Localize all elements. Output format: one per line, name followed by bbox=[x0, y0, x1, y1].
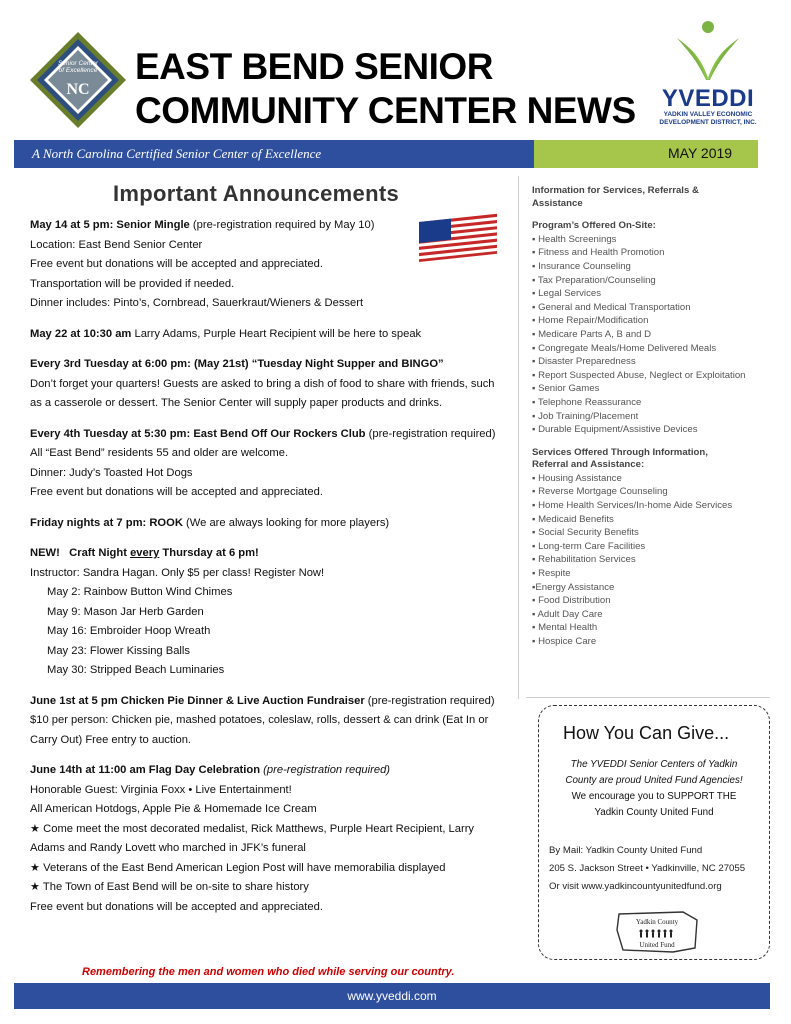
give-mail-2: 205 S. Jackson Street • Yadkinville, NC 27055 bbox=[549, 863, 746, 874]
event-mingle-bold: May 14 at 5 pm: Senior Mingle bbox=[30, 219, 190, 231]
onsite-heading: Program’s Offered On-Site: bbox=[532, 220, 656, 232]
list-item: ▪ Congregate Meals/Home Delivered Meals bbox=[532, 342, 717, 354]
info-heading-1: Information for Services, Referrals & bbox=[532, 185, 699, 196]
fund-logo-text-1: Yadkin County bbox=[635, 918, 679, 926]
banner-tagline: A North Carolina Certified Senior Center of Excellence bbox=[32, 146, 322, 161]
svg-text:NC: NC bbox=[66, 81, 90, 98]
list-item: ▪ Respite bbox=[532, 568, 571, 580]
event-line: Honorable Guest: Virginia Foxx • Live Entertainment! bbox=[30, 783, 292, 796]
craft-title-a: NEW! Craft Night bbox=[30, 547, 131, 559]
yveddi-logo bbox=[648, 20, 768, 135]
event-line: All “East Bend” residents 55 and older are welcome. bbox=[30, 447, 289, 459]
announcements-list bbox=[30, 216, 520, 917]
yveddi-sub-2: DEVELOPMENT DISTRICT, INC. bbox=[659, 119, 757, 126]
list-item: ▪ Health Screenings bbox=[532, 233, 617, 245]
craft-item: May 9: Mason Jar Herb Garden bbox=[47, 605, 204, 618]
list-item: ▪ Tax Preparation/Counseling bbox=[532, 274, 656, 286]
event-flagday-note: (pre-registration required) bbox=[260, 764, 391, 776]
event-line: ★ Veterans of the East Bend American Legion Post will have memorabilia displayed bbox=[30, 861, 446, 874]
event-bingo-bold: Every 3rd Tuesday at 6:00 pm: (May 21st) “Tuesday Night Supper and BINGO” bbox=[30, 358, 444, 370]
list-item: ▪ Telephone Reassurance bbox=[532, 396, 642, 408]
services-panel bbox=[532, 185, 757, 649]
event-line: ★ Come meet the most decorated medalist, Rick Matthews, Purple Heart Recipient, Larry bbox=[30, 822, 475, 835]
list-item: ▪ Senior Games bbox=[532, 383, 600, 395]
column-divider bbox=[518, 176, 519, 699]
list-item: ▪ Insurance Counseling bbox=[532, 260, 631, 272]
list-item: ▪ Social Security Benefits bbox=[532, 527, 639, 539]
list-item: ▪ Durable Equipment/Assistive Devices bbox=[532, 424, 698, 436]
united-fund-logo bbox=[613, 908, 703, 956]
list-item: ▪ Adult Day Care bbox=[532, 608, 603, 620]
give-intro bbox=[548, 757, 760, 788]
event-line: Don’t forget your quarters! Guests are asked to bring a dish of food to share with friends, such bbox=[30, 377, 495, 390]
event-rook bbox=[30, 514, 520, 534]
give-title: How You Can Give... bbox=[563, 723, 730, 743]
yveddi-sub-1: YADKIN VALLEY ECONOMIC bbox=[663, 111, 753, 118]
through-heading-2: Referral and Assistance: bbox=[532, 459, 645, 471]
event-bingo-title bbox=[30, 355, 520, 375]
event-rockers-title bbox=[30, 425, 520, 445]
event-line: Adams and Randy Lovett who marched in JFK’s funeral bbox=[30, 842, 306, 854]
give-mail-1: By Mail: Yadkin County United Fund bbox=[549, 845, 703, 856]
title-line-1: EAST BEND SENIOR bbox=[135, 46, 493, 87]
event-craft-title bbox=[30, 544, 520, 564]
event-rockers-bold: Every 4th Tuesday at 5:30 pm: East Bend Off Our Rockers Club bbox=[30, 427, 366, 440]
list-item: ▪ Report Suspected Abuse, Neglect or Exploitation bbox=[532, 369, 746, 381]
craft-item: May 2: Rainbow Button Wind Chimes bbox=[47, 586, 233, 598]
event-line: $10 per person: Chicken pie, mashed potatoes, coleslaw, rolls, dessert & can drink (Eat In or bbox=[30, 714, 489, 726]
list-item: ▪ Medicaid Benefits bbox=[532, 513, 614, 525]
event-pie-bold: June 1st at 5 pm Chicken Pie Dinner & Live Auction Fundraiser bbox=[30, 694, 365, 707]
list-item: ▪ Medicare Parts A, B and D bbox=[532, 328, 652, 340]
onsite-list bbox=[532, 233, 757, 437]
event-line: Free event but donations will be accepted and appreciated. bbox=[30, 258, 323, 270]
event-rook-note: (We are always looking for more players) bbox=[182, 516, 390, 529]
event-rockers-note: (pre-registration required) bbox=[365, 427, 496, 440]
list-item: ▪ Reverse Mortgage Counseling bbox=[532, 486, 668, 498]
event-line: Dinner includes: Pinto’s, Cornbread, Sauerkraut/Wieners & Dessert bbox=[30, 297, 364, 309]
yveddi-subtitle bbox=[648, 111, 768, 127]
list-item: ▪ Rehabilitation Services bbox=[532, 554, 636, 566]
list-item: ▪ Housing Assistance bbox=[532, 472, 622, 484]
title-line-2: COMMUNITY CENTER NEWS bbox=[135, 90, 636, 131]
give-intro-1: The YVEDDI Senior Centers of Yadkin bbox=[570, 759, 738, 770]
list-item: ▪ Hospice Care bbox=[532, 636, 597, 647]
event-may22-text: Larry Adams, Purple Heart Recipient will be here to speak bbox=[131, 327, 422, 340]
event-line: Transportation will be provided if needed. bbox=[30, 277, 235, 290]
list-item: ▪ General and Medical Transportation bbox=[532, 301, 691, 313]
list-item: ▪ Job Training/Placement bbox=[532, 410, 639, 422]
through-heading-1: Services Offered Through Information, bbox=[532, 446, 708, 458]
event-flagday-bold: June 14th at 11:00 am Flag Day Celebration bbox=[30, 764, 261, 776]
panel-rule bbox=[526, 697, 770, 698]
craft-item: May 16: Embroider Hoop Wreath bbox=[47, 625, 211, 637]
event-rook-bold: Friday nights at 7 pm: ROOK bbox=[30, 516, 183, 529]
craft-instructor: Instructor: Sandra Hagan. Only $5 per class! Register Now! bbox=[30, 566, 325, 579]
event-line: as a casserole or dessert. The Senior Center will supply paper products and drinks. bbox=[30, 397, 443, 409]
list-item: ▪ Home Health Services/In-home Aide Services bbox=[532, 500, 733, 512]
svg-text:Senior Center: Senior Center bbox=[57, 60, 99, 67]
list-item: ▪Energy Assistance bbox=[532, 581, 615, 593]
give-support-2: Yadkin County United Fund bbox=[594, 806, 714, 818]
senior-center-excellence-logo bbox=[28, 30, 128, 130]
event-mingle-note: (pre-registration required by May 10) bbox=[189, 219, 375, 231]
list-item: ▪ Fitness and Health Promotion bbox=[532, 247, 665, 259]
event-pie-title bbox=[30, 692, 520, 712]
memorial-note: Remembering the men and women who died while serving our country. bbox=[82, 966, 455, 978]
yveddi-figure-icon bbox=[673, 20, 743, 82]
issue-date: MAY 2019 bbox=[668, 145, 733, 161]
event-mingle-title bbox=[30, 216, 520, 236]
give-support-1: We encourage you to SUPPORT THE bbox=[571, 791, 737, 802]
event-may22-bold: May 22 at 10:30 am bbox=[30, 327, 132, 340]
svg-text:of Excellence: of Excellence bbox=[58, 67, 98, 74]
craft-item: May 23: Flower Kissing Balls bbox=[47, 644, 191, 657]
event-line: Free event but donations will be accepted and appreciated. bbox=[30, 900, 323, 913]
event-pie-note: (pre-registration required) bbox=[364, 694, 495, 707]
event-line: All American Hotdogs, Apple Pie & Homemade Ice Cream bbox=[30, 803, 317, 815]
list-item: ▪ Food Distribution bbox=[532, 595, 611, 607]
event-flagday-title bbox=[30, 761, 520, 781]
info-heading-2: Assistance bbox=[532, 197, 583, 209]
give-intro-2: County are proud United Fund Agencies! bbox=[565, 774, 743, 786]
event-line: ★ The Town of East Bend will be on-site to share history bbox=[30, 881, 309, 893]
list-item: ▪ Mental Health bbox=[532, 622, 598, 634]
give-support bbox=[548, 789, 760, 820]
craft-item: May 30: Stripped Beach Luminaries bbox=[47, 664, 225, 676]
event-may22 bbox=[30, 325, 520, 345]
give-mail-info bbox=[549, 842, 745, 896]
announcements-heading: Important Announcements bbox=[113, 181, 399, 206]
footer-url[interactable]: www.yveddi.com bbox=[347, 989, 437, 1003]
list-item: ▪ Disaster Preparedness bbox=[532, 356, 636, 368]
event-line: Dinner: Judy’s Toasted Hot Dogs bbox=[30, 466, 193, 479]
give-website[interactable]: Or visit www.yadkincountyunitedfund.org bbox=[549, 881, 722, 892]
event-line: Location: East Bend Senior Center bbox=[30, 238, 203, 251]
through-list bbox=[532, 472, 757, 649]
newsletter-title bbox=[135, 45, 636, 133]
craft-title-every: every bbox=[130, 547, 160, 559]
event-line: Free event but donations will be accepted and appreciated. bbox=[30, 486, 323, 498]
list-item: ▪ Home Repair/Modification bbox=[532, 315, 649, 327]
list-item: ▪ Legal Services bbox=[532, 288, 601, 300]
list-item: ▪ Long-term Care Facilities bbox=[532, 540, 646, 552]
yveddi-wordmark: YVEDDI bbox=[661, 85, 755, 112]
fund-logo-text-2: United Fund bbox=[639, 941, 675, 949]
event-line: Carry Out) Free entry to auction. bbox=[30, 733, 192, 746]
craft-title-b: Thursday at 6 pm! bbox=[159, 547, 259, 559]
